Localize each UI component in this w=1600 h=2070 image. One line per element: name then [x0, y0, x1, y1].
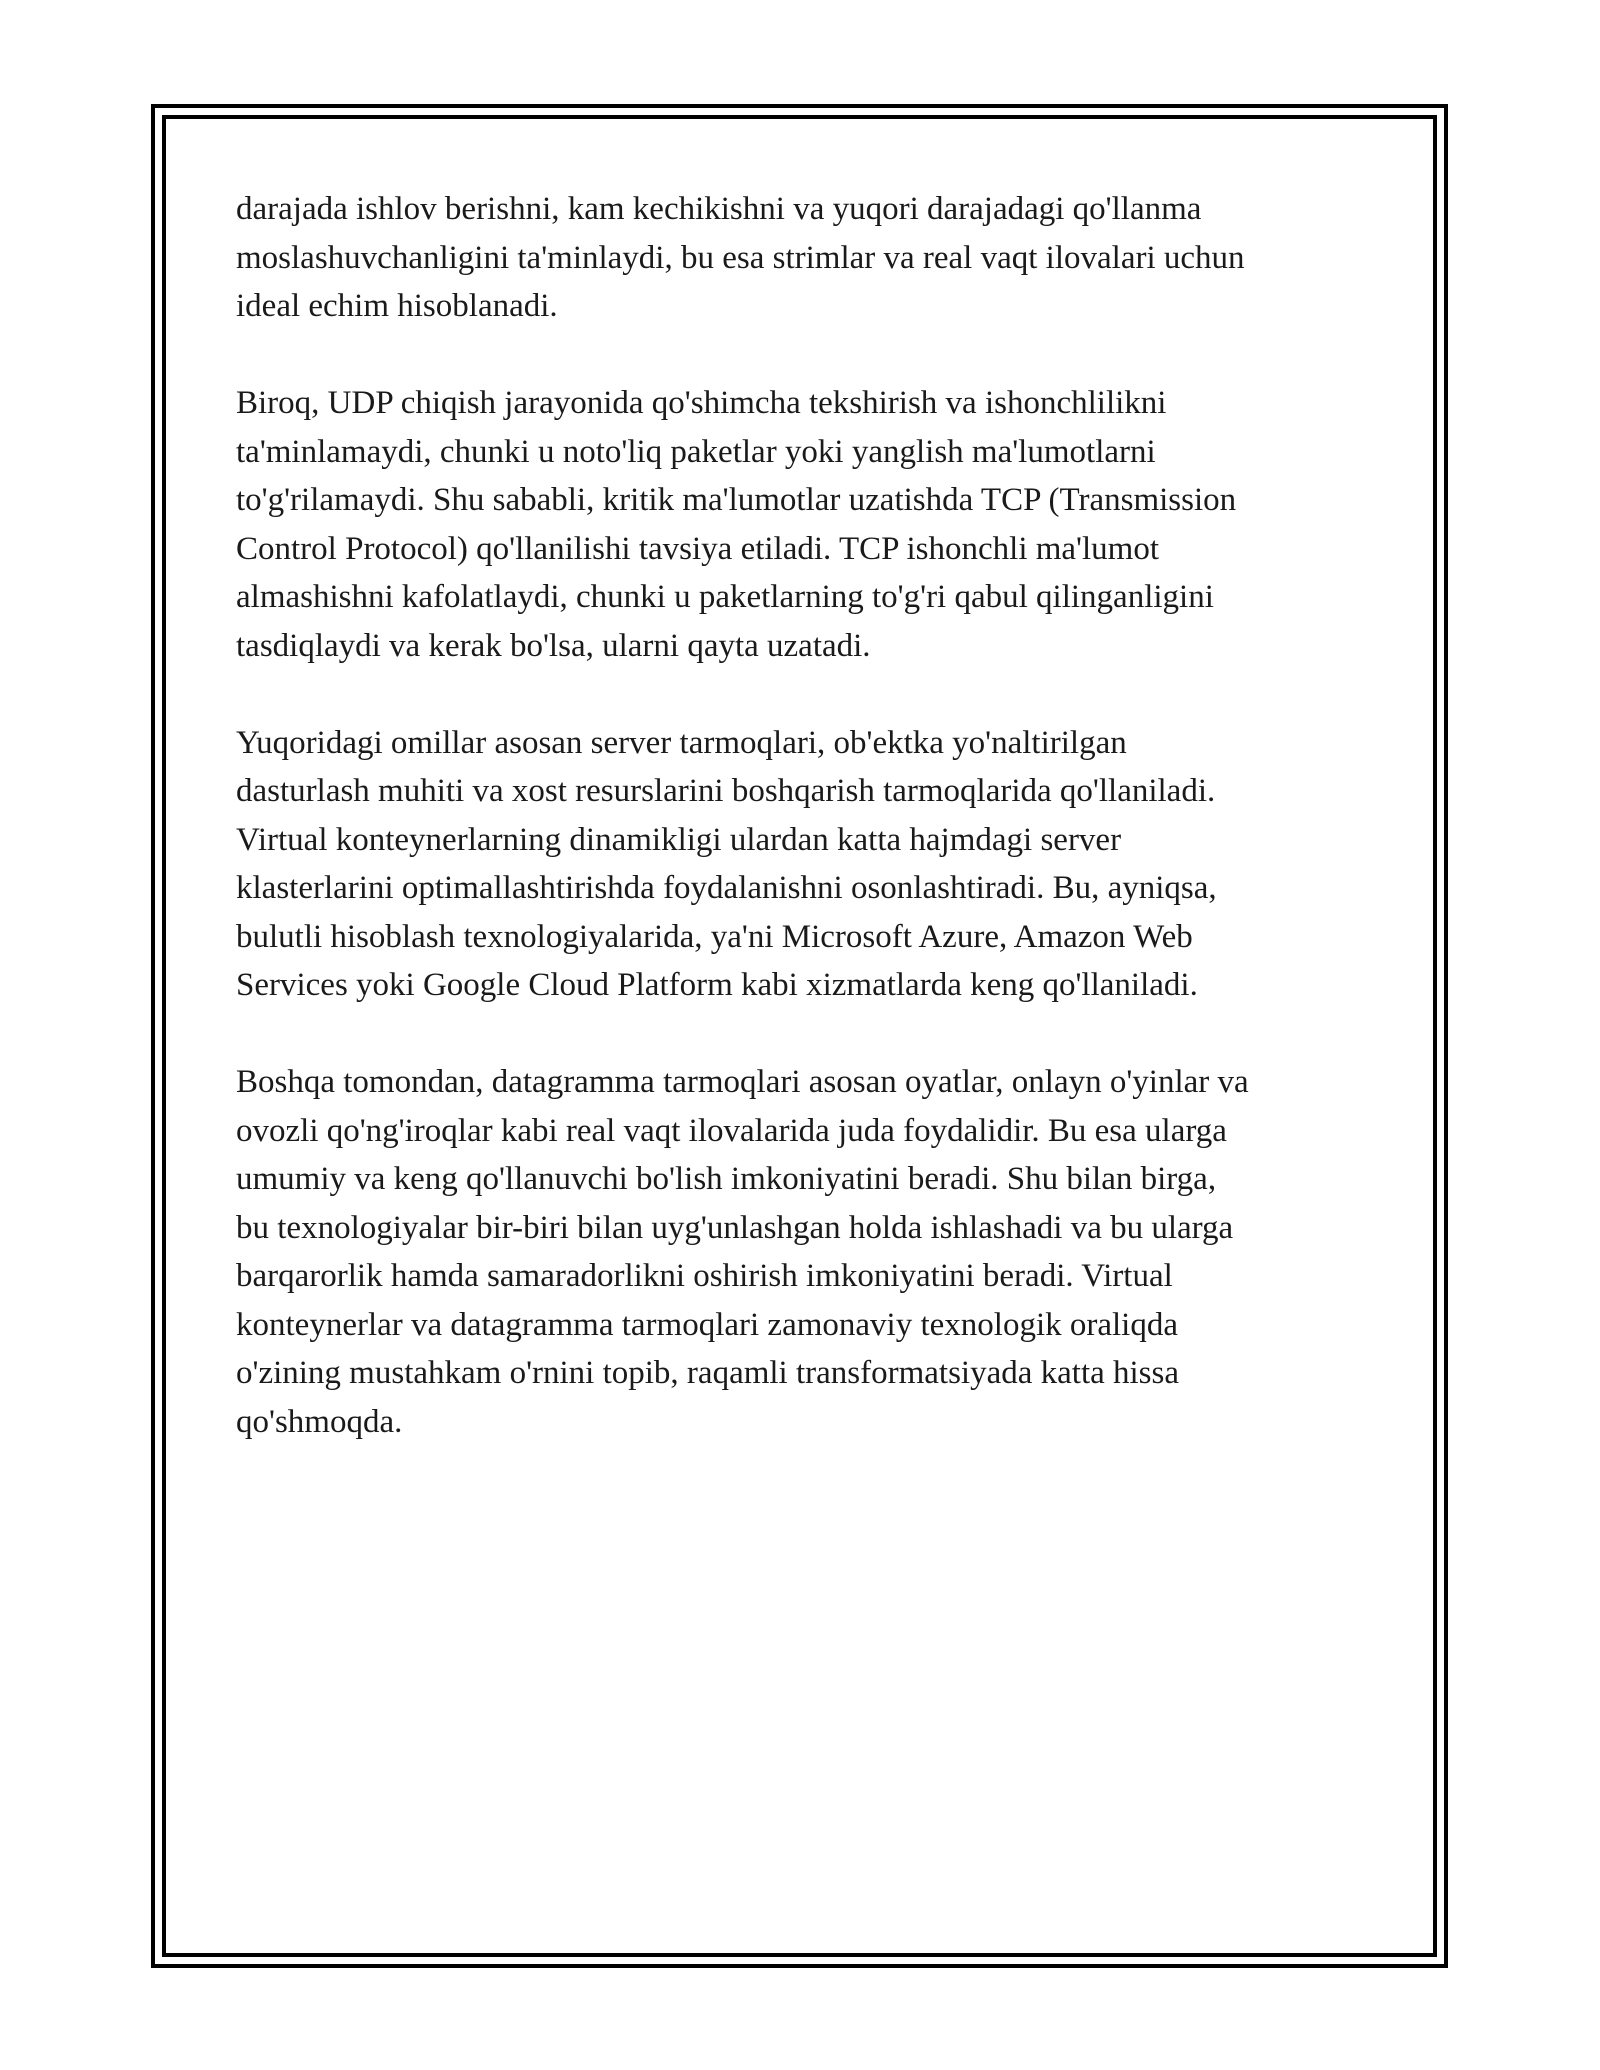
text-line: umumiy va keng qo'llanuvchi bo'lish imkoniyatini beradi. Shu bilan birga, — [236, 1161, 1217, 1197]
text-line: qo'shmoqda. — [236, 1403, 403, 1440]
text-line: dasturlash muhiti va xost resurslarini boshqarish tarmoqlarida qo'llaniladi. — [236, 773, 1216, 809]
paragraph-1 — [236, 185, 1396, 331]
text-line: bu texnologiyalar bir-biri bilan uyg'unlashgan holda ishlashadi va bu ularga — [236, 1209, 1234, 1246]
text-line: moslashuvchanligini ta'minlaydi, bu esa strimlar va real vaqt ilovalari uchun — [236, 239, 1245, 276]
text-line: Control Protocol) qo'llanilishi tavsiya etiladi. TCP ishonchli ma'lumot — [236, 530, 1160, 567]
text-line: almashishni kafolatlaydi, chunki u paketlarning to'g'ri qabul qilinganligini — [236, 579, 1214, 615]
text-line: tasdiqlaydi va kerak bo'lsa, ularni qayta uzatadi. — [236, 627, 871, 664]
text-line: o'zining mustahkam o'rnini topib, raqamli transformatsiyada katta hissa — [236, 1355, 1180, 1391]
paragraph-3 — [236, 719, 1396, 1010]
text-line: darajada ishlov berishni, kam kechikishni va yuqori darajadagi qo'llanma — [236, 191, 1202, 227]
text-line: ideal echim hisoblanadi. — [236, 288, 558, 324]
text-line: barqarorlik hamda samaradorlikni oshirish imkoniyatini beradi. Virtual — [236, 1258, 1173, 1294]
text-line: Boshqa tomondan, datagramma tarmoqlari asosan oyatlar, onlayn o'yinlar va — [236, 1064, 1249, 1100]
text-line: bulutli hisoblash texnologiyalarida, ya'ni Microsoft Azure, Amazon Web — [236, 918, 1193, 955]
text-line: klasterlarini optimallashtirishda foydalanishni osonlashtiradi. Bu, ayniqsa, — [236, 870, 1217, 906]
text-line: Virtual konteynerlarning dinamikligi ulardan katta hajmdagi server — [236, 821, 1122, 858]
text-line: Biroq, UDP chiqish jarayonida qo'shimcha tekshirish va ishonchlilikni — [236, 385, 1167, 421]
text-line: ovozli qo'ng'iroqlar kabi real vaqt ilovalarida juda foydalidir. Bu esa ularga — [236, 1112, 1227, 1149]
text-line: konteynerlar va datagramma tarmoqlari zamonaviy texnologik oraliqda — [236, 1306, 1178, 1343]
text-line: Yuqoridagi omillar asosan server tarmoqlari, ob'ektka yo'naltirilgan — [236, 724, 1127, 761]
document-body — [236, 185, 1396, 1495]
text-line: to'g'rilamaydi. Shu sababli, kritik ma'lumotlar uzatishda TCP (Transmission — [236, 482, 1237, 518]
paragraph-2 — [236, 379, 1396, 670]
text-line: Services yoki Google Cloud Platform kabi xizmatlarda keng qo'llaniladi. — [236, 967, 1198, 1003]
text-line: ta'minlamaydi, chunki u noto'liq paketlar yoki yanglish ma'lumotlarni — [236, 433, 1156, 470]
paragraph-4 — [236, 1058, 1396, 1446]
